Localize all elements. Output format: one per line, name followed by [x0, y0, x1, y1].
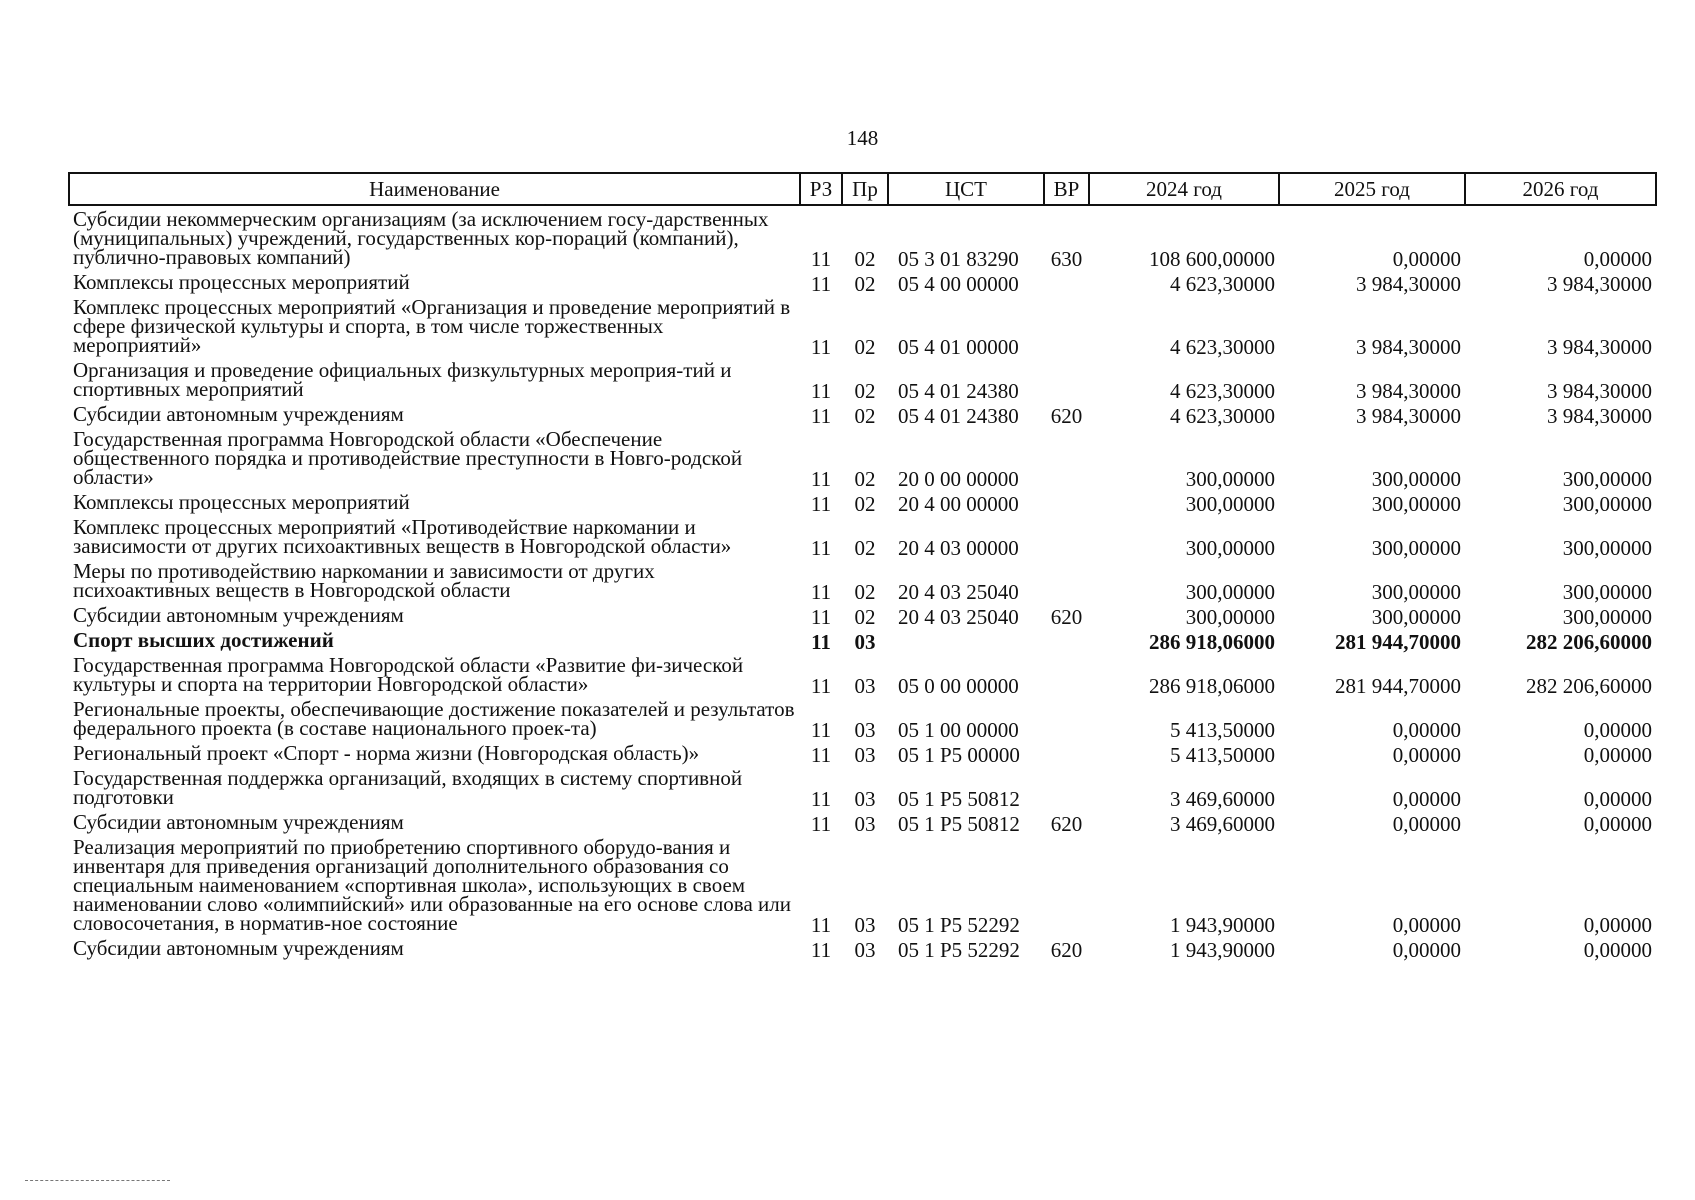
- row-value-2026: 300,00000: [1562, 467, 1652, 491]
- row-value-2025: 0,00000: [1392, 743, 1461, 767]
- row-name: Региональные проекты, обеспечивающие достижение показателей и результатов федерального проекта (в составе национального проек-та): [73, 697, 795, 740]
- row-value-2024: 4 623,30000: [1170, 404, 1275, 428]
- row-value-2026: 300,00000: [1562, 492, 1652, 516]
- row-rz: 11: [810, 787, 832, 811]
- row-cst: 05 4 00 00000: [898, 272, 1019, 296]
- row-value-2025: 3 984,30000: [1356, 335, 1461, 359]
- row-cst: 20 0 00 00000: [898, 467, 1019, 491]
- row-pr: 03: [854, 718, 876, 742]
- row-vr: [1044, 696, 1089, 740]
- row-name: Региональный проект «Спорт - норма жизни (Новгородская область)»: [73, 741, 700, 765]
- row-cst: 05 1 P5 52292: [898, 938, 1020, 962]
- row-value-2024: 1 943,90000: [1170, 913, 1275, 937]
- header-2026: 2026 год: [1465, 173, 1656, 205]
- row-pr: 02: [854, 379, 876, 403]
- row-value-2026: 0,00000: [1583, 247, 1652, 271]
- row-value-2026: 300,00000: [1562, 580, 1652, 604]
- row-name: Комплексы процессных мероприятий: [73, 490, 410, 514]
- row-vr: [1044, 489, 1089, 514]
- row-name: Субсидии автономным учреждениям: [73, 936, 404, 960]
- row-value-2026: 3 984,30000: [1547, 404, 1652, 428]
- row-value-2026: 3 984,30000: [1547, 379, 1652, 403]
- row-pr: 03: [854, 674, 876, 698]
- row-rz: 11: [810, 812, 832, 836]
- table-row: [69, 205, 1656, 269]
- row-value-2026: 0,00000: [1583, 812, 1652, 836]
- row-cst: 20 4 03 00000: [898, 536, 1019, 560]
- row-pr: 03: [854, 787, 876, 811]
- row-value-2024: 286 918,06000: [1149, 630, 1275, 654]
- row-name: Субсидии автономным учреждениям: [73, 402, 404, 426]
- row-name: Государственная программа Новгородской области «Обеспечение общественного порядка и противодействие преступности в Новго-родской области»: [73, 427, 743, 489]
- table-row: [69, 357, 1656, 401]
- row-pr: 03: [854, 938, 876, 962]
- row-name: Комплекс процессных мероприятий «Противодействие наркомании и зависимости от других психоактивных веществ в Новгородской области»: [73, 515, 732, 558]
- table-row: [69, 269, 1656, 294]
- row-rz: 11: [810, 404, 832, 428]
- row-value-2025: 300,00000: [1371, 605, 1461, 629]
- row-pr: 03: [854, 743, 876, 767]
- row-value-2026: 300,00000: [1562, 605, 1652, 629]
- table-row: [69, 401, 1656, 426]
- header-vr: ВР: [1044, 173, 1089, 205]
- row-value-2026: 0,00000: [1583, 743, 1652, 767]
- row-pr: 03: [854, 630, 876, 654]
- row-value-2026: 0,00000: [1583, 718, 1652, 742]
- row-cst: [888, 627, 1044, 652]
- row-name: Субсидии автономным учреждениям: [73, 603, 404, 627]
- row-rz: 11: [810, 247, 832, 271]
- row-name: Государственная поддержка организаций, входящих в систему спортивной подготовки: [73, 766, 743, 809]
- footer-divider: [25, 1180, 170, 1181]
- row-value-2025: 3 984,30000: [1356, 404, 1461, 428]
- page-number: 148: [846, 126, 879, 150]
- row-pr: 03: [854, 812, 876, 836]
- row-value-2025: 3 984,30000: [1356, 379, 1461, 403]
- row-value-2024: 3 469,60000: [1170, 787, 1275, 811]
- header-name: Наименование: [69, 173, 800, 205]
- row-value-2025: 0,00000: [1392, 913, 1461, 937]
- row-name: Государственная программа Новгородской области «Развитие фи-зической культуры и спорта на территории Новгородской области»: [73, 653, 744, 696]
- table-row: [69, 602, 1656, 627]
- row-value-2024: 300,00000: [1185, 467, 1275, 491]
- table-row: [69, 514, 1656, 558]
- row-cst: 05 3 01 83290: [898, 247, 1019, 271]
- row-rz: 11: [810, 335, 832, 359]
- row-rz: 11: [810, 272, 832, 296]
- row-value-2025: 281 944,70000: [1335, 630, 1461, 654]
- row-pr: 02: [854, 580, 876, 604]
- row-value-2026: 0,00000: [1583, 938, 1652, 962]
- row-rz: 11: [811, 630, 831, 654]
- table-header-row: [69, 173, 1656, 205]
- header-2024: 2024 год: [1089, 173, 1279, 205]
- header-2025: 2025 год: [1279, 173, 1465, 205]
- row-value-2026: 0,00000: [1583, 913, 1652, 937]
- row-rz: 11: [810, 913, 832, 937]
- row-cst: 05 1 00 00000: [898, 718, 1019, 742]
- table-row: [69, 489, 1656, 514]
- row-name: Субсидии автономным учреждениям: [73, 810, 404, 834]
- row-value-2025: 0,00000: [1392, 787, 1461, 811]
- header-rz: РЗ: [800, 173, 842, 205]
- table-row: [69, 935, 1656, 960]
- table-row: [69, 558, 1656, 602]
- table-row: [69, 627, 1656, 652]
- row-value-2024: 300,00000: [1185, 605, 1275, 629]
- table-row: [69, 834, 1656, 935]
- row-vr: [1044, 652, 1089, 696]
- row-value-2025: 0,00000: [1392, 718, 1461, 742]
- row-vr: 620: [1050, 812, 1083, 836]
- row-vr: [1044, 426, 1089, 489]
- row-rz: 11: [810, 605, 832, 629]
- row-rz: 11: [810, 580, 832, 604]
- row-value-2024: 286 918,06000: [1149, 674, 1275, 698]
- row-vr: 630: [1050, 247, 1083, 271]
- row-name: Субсидии некоммерческим организациям (за исключением госу-дарственных (муниципальных) учреждений, государственных кор-пораций (компаний), публично-правовых компаний): [73, 207, 769, 269]
- row-value-2025: 300,00000: [1371, 580, 1461, 604]
- row-cst: 05 1 P5 00000: [898, 743, 1020, 767]
- row-value-2026: 3 984,30000: [1547, 272, 1652, 296]
- row-rz: 11: [810, 938, 832, 962]
- budget-table: [68, 172, 1657, 960]
- row-cst: 20 4 03 25040: [898, 605, 1019, 629]
- row-rz: 11: [810, 674, 832, 698]
- row-value-2025: 0,00000: [1392, 247, 1461, 271]
- row-value-2025: 300,00000: [1371, 536, 1461, 560]
- row-pr: 02: [854, 536, 876, 560]
- table-row: [69, 765, 1656, 809]
- row-vr: [1044, 834, 1089, 935]
- row-value-2024: 300,00000: [1185, 580, 1275, 604]
- row-pr: 02: [854, 492, 876, 516]
- row-vr: 620: [1050, 938, 1083, 962]
- row-rz: 11: [810, 718, 832, 742]
- row-vr: 620: [1050, 605, 1083, 629]
- row-cst: 20 4 00 00000: [898, 492, 1019, 516]
- row-value-2026: 300,00000: [1562, 536, 1652, 560]
- row-vr: 620: [1050, 404, 1083, 428]
- row-rz: 11: [810, 379, 832, 403]
- row-vr: [1044, 558, 1089, 602]
- row-value-2025: 281 944,70000: [1335, 674, 1461, 698]
- row-pr: 02: [854, 247, 876, 271]
- table-row: [69, 740, 1656, 765]
- header-pr: Пр: [842, 173, 888, 205]
- row-value-2025: 0,00000: [1392, 938, 1461, 962]
- row-value-2026: 282 206,60000: [1526, 630, 1652, 654]
- row-rz: 11: [810, 743, 832, 767]
- row-cst: 05 1 P5 50812: [898, 812, 1020, 836]
- row-pr: 02: [854, 335, 876, 359]
- row-pr: 02: [854, 404, 876, 428]
- row-value-2025: 300,00000: [1371, 492, 1461, 516]
- row-rz: 11: [810, 467, 832, 491]
- row-cst: 05 0 00 00000: [898, 674, 1019, 698]
- row-value-2024: 5 413,50000: [1170, 718, 1275, 742]
- row-cst: 05 4 01 24380: [898, 379, 1019, 403]
- row-vr: [1044, 514, 1089, 558]
- row-pr: 02: [854, 605, 876, 629]
- row-vr: [1044, 740, 1089, 765]
- row-value-2024: 300,00000: [1185, 536, 1275, 560]
- header-cst: ЦСТ: [888, 173, 1044, 205]
- row-value-2024: 1 943,90000: [1170, 938, 1275, 962]
- row-rz: 11: [810, 536, 832, 560]
- row-name: Организация и проведение официальных физкультурных мероприя-тий и спортивных мероприятий: [73, 358, 732, 401]
- row-cst: 20 4 03 25040: [898, 580, 1019, 604]
- row-value-2024: 5 413,50000: [1170, 743, 1275, 767]
- table-row: [69, 426, 1656, 489]
- row-value-2025: 0,00000: [1392, 812, 1461, 836]
- row-name: Реализация мероприятий по приобретению спортивного оборудо-вания и инвентаря для приведения организаций дополнительного образования со специальным наименованием «спортивная школа», использующих в своем наименовании слово «олимпийский» или образованные на его основе слова или словосочетания, в норматив-ное состояние: [73, 835, 791, 935]
- table-row: [69, 294, 1656, 357]
- table-row: [69, 652, 1656, 696]
- row-value-2026: 282 206,60000: [1526, 674, 1652, 698]
- row-value-2026: 3 984,30000: [1547, 335, 1652, 359]
- row-pr: 03: [854, 913, 876, 937]
- row-cst: 05 4 01 24380: [898, 404, 1019, 428]
- row-cst: 05 4 01 00000: [898, 335, 1019, 359]
- row-rz: 11: [810, 492, 832, 516]
- row-name: Комплекс процессных мероприятий «Организация и проведение мероприятий в сфере физической культуры и спорта, в том числе торжественных мероприятий»: [73, 295, 791, 357]
- row-vr: [1044, 765, 1089, 809]
- row-name: Комплексы процессных мероприятий: [73, 270, 410, 294]
- table-body: [69, 205, 1656, 960]
- row-cst: 05 1 P5 50812: [898, 787, 1020, 811]
- row-vr: [1044, 294, 1089, 357]
- row-value-2024: 4 623,30000: [1170, 379, 1275, 403]
- row-value-2024: 108 600,00000: [1149, 247, 1275, 271]
- row-value-2024: 4 623,30000: [1170, 272, 1275, 296]
- row-name: Меры по противодействию наркомании и зависимости от других психоактивных веществ в Новгородской области: [73, 559, 655, 602]
- row-value-2026: 0,00000: [1583, 787, 1652, 811]
- row-value-2025: 3 984,30000: [1356, 272, 1461, 296]
- row-value-2024: 3 469,60000: [1170, 812, 1275, 836]
- row-cst: 05 1 P5 52292: [898, 913, 1020, 937]
- row-value-2024: 300,00000: [1185, 492, 1275, 516]
- row-vr: [1044, 627, 1089, 652]
- table-row: [69, 696, 1656, 740]
- row-pr: 02: [854, 467, 876, 491]
- row-pr: 02: [854, 272, 876, 296]
- row-value-2024: 4 623,30000: [1170, 335, 1275, 359]
- table-row: [69, 809, 1656, 834]
- row-name: Спорт высших достижений: [73, 628, 334, 652]
- row-vr: [1044, 269, 1089, 294]
- row-vr: [1044, 357, 1089, 401]
- row-value-2025: 300,00000: [1371, 467, 1461, 491]
